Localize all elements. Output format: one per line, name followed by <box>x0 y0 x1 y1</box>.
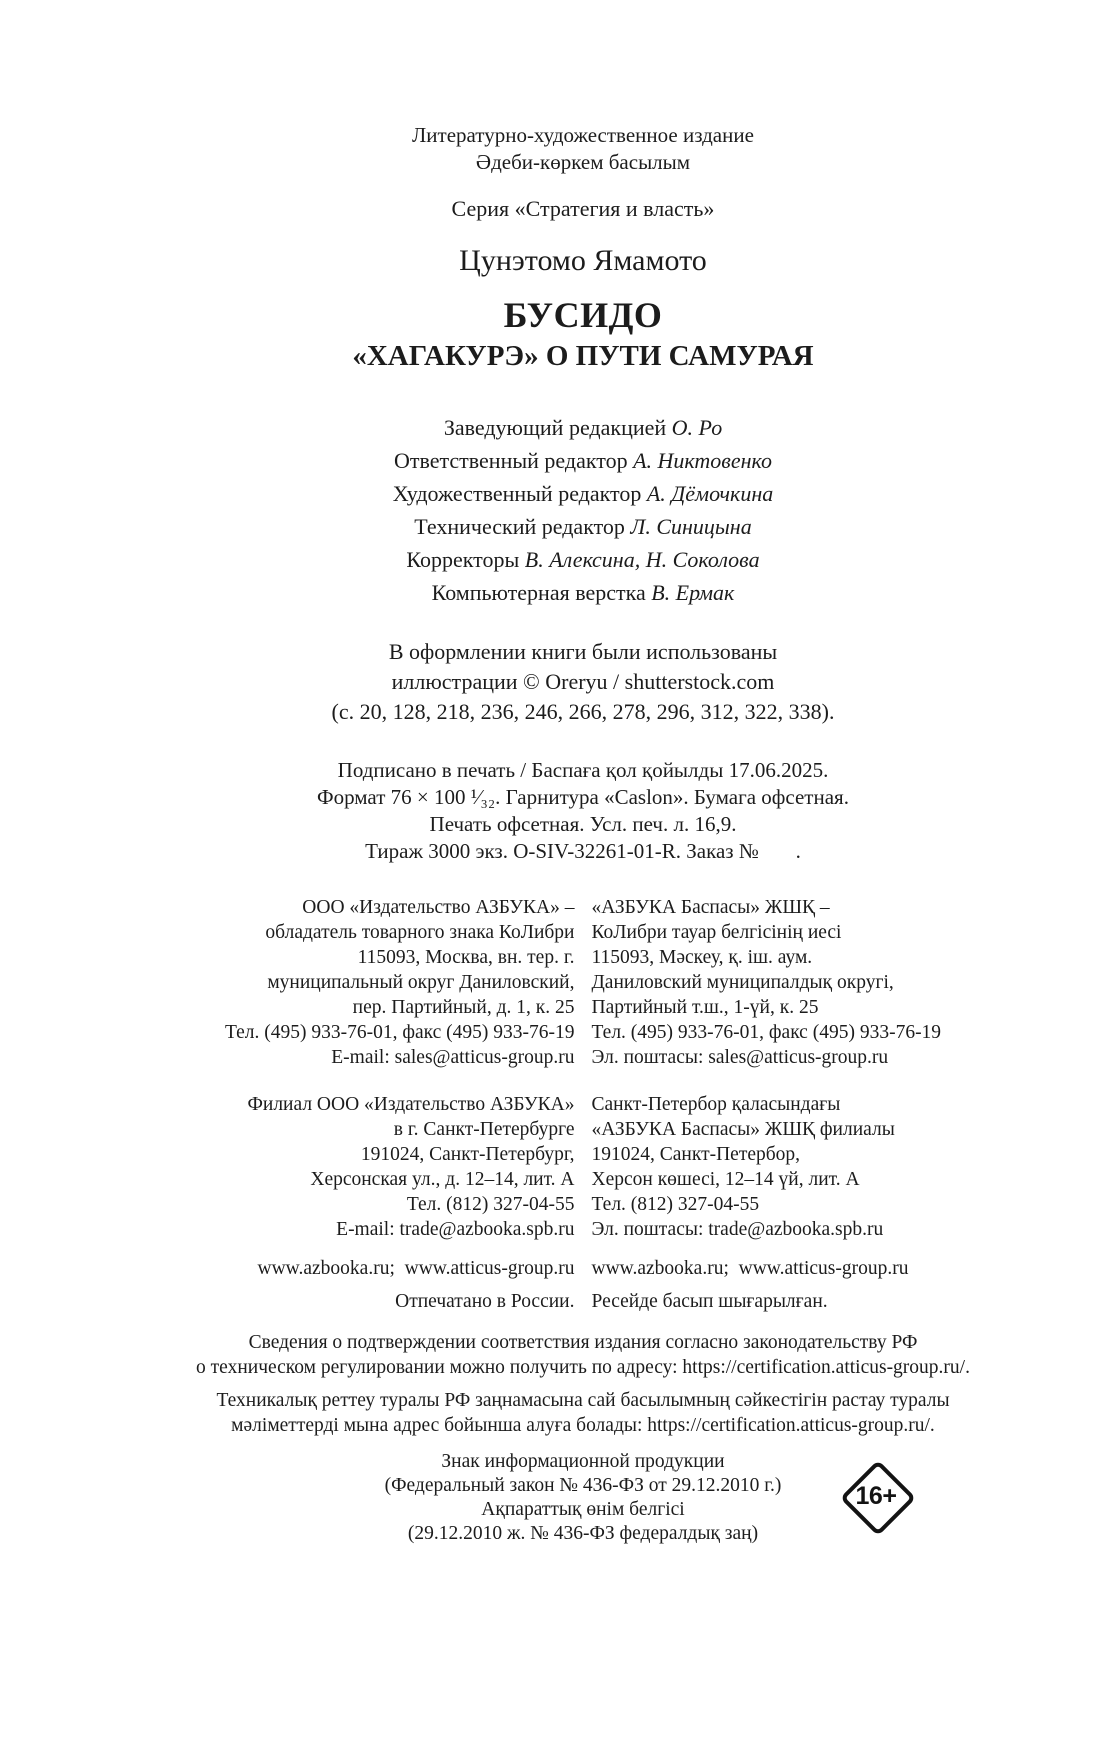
staff-role: Заведующий редакцией <box>443 415 672 440</box>
staff-line <box>66 411 1100 444</box>
age-info-line: (29.12.2010 ж. № 436-ФЗ федералдық заң) <box>407 1523 759 1544</box>
printed-in-kz: Ресейде басып шығарылған. <box>591 1291 828 1312</box>
publisher-line: КоЛибри тауар белгісінің иесі <box>591 922 842 943</box>
publisher-email: E-mail: trade@azbooka.spb.ru <box>336 1219 575 1240</box>
age-info-block <box>66 1450 1100 1546</box>
publisher-line: обладатель товарного знака КоЛибри <box>265 922 575 943</box>
publisher-spb-ru <box>105 1092 575 1242</box>
age-info-line: Ақпараттық өнім белгісі <box>481 1499 685 1520</box>
publisher-email: Эл. поштасы: trade@azbooka.spb.ru <box>591 1219 884 1240</box>
publisher-line: 115093, Москва, вн. тер. г. <box>357 947 575 968</box>
edition-type-block <box>66 122 1100 176</box>
publisher-line: Филиал ООО «Издательство АЗБУКА» <box>247 1094 575 1115</box>
websites-row <box>66 1256 1100 1281</box>
staff-person: А. Дёмочкина <box>646 481 774 506</box>
staff-person: О. Ро <box>671 415 723 440</box>
staff-line <box>66 543 1100 576</box>
publisher-line: в г. Санкт-Петербурге <box>393 1119 575 1140</box>
age-rating-label: 16+ <box>855 1481 897 1510</box>
certification-kz-line: мәліметтерді мына адрес бойынша алуға болады: https://certification.atticus-group.ru/. <box>231 1415 935 1436</box>
edition-type-kz: Әдеби-көркем басылым <box>475 150 691 174</box>
publisher-line: Партийный т.ш., 1-үй, к. 25 <box>591 997 819 1018</box>
colophon-content <box>66 0 1100 1546</box>
book-title: БУСИДО <box>503 295 663 335</box>
print-info-line: Печать офсетная. Усл. печ. л. 16,9. <box>429 812 737 836</box>
publisher-line: Херсонская ул., д. 12–14, лит. А <box>310 1169 575 1190</box>
print-info-line: Тираж 3000 экз. O-SIV-32261-01-R. Заказ № . <box>365 839 801 863</box>
staff-person: А. Никтовенко <box>633 448 772 473</box>
print-info-block <box>66 757 1100 865</box>
illustration-credit-pages: (с. 20, 128, 218, 236, 246, 266, 278, 296, 312, 322, 338). <box>331 699 835 724</box>
publisher-line: 115093, Мәскеу, қ. іш. аум. <box>591 947 813 968</box>
staff-line <box>66 444 1100 477</box>
publisher-phone: Тел. (812) 327-04-55 <box>406 1194 575 1215</box>
staff-role: Компьютерная верстка <box>431 580 652 605</box>
book-subtitle: «ХАГАКУРЭ» О ПУТИ САМУРАЯ <box>352 340 814 372</box>
age-rating-badge <box>842 1462 910 1530</box>
publisher-line: «АЗБУКА Баспасы» ЖШҚ филиалы <box>591 1119 895 1140</box>
certification-ru <box>66 1330 1100 1380</box>
publisher-moscow-block <box>66 895 1100 1070</box>
publisher-line: Херсон көшесі, 12–14 үй, лит. А <box>591 1169 860 1190</box>
staff-line <box>66 576 1100 609</box>
staff-block <box>66 411 1100 609</box>
illustration-credit-line: иллюстрации © Oreryu / shutterstock.com <box>391 669 775 694</box>
certification-kz <box>66 1388 1100 1438</box>
staff-person: В. Ермак <box>651 580 735 605</box>
publisher-line: 191024, Санкт-Петербор, <box>591 1144 801 1165</box>
publisher-phone: Тел. (495) 933-76-01, факс (495) 933-76-19 <box>591 1022 942 1043</box>
illustration-credit-block <box>66 637 1100 727</box>
certification-kz-line: Техникалық реттеу туралы РФ заңнамасына сай басылымның сәйкестігін растау туралы <box>216 1390 950 1411</box>
staff-role: Технический редактор <box>414 514 631 539</box>
publisher-spb-block <box>66 1092 1100 1242</box>
age-info-line: (Федеральный закон № 436-ФЗ от 29.12.2010 г.) <box>384 1475 782 1496</box>
print-info-line: Формат 76 × 100 ¹⁄₃₂. Гарнитура «Caslon». Бумага офсетная. <box>317 785 849 809</box>
publisher-line: муниципальный округ Даниловский, <box>267 972 575 993</box>
publisher-line: Даниловский муниципалдық округі, <box>591 972 894 993</box>
staff-role: Художественный редактор <box>392 481 647 506</box>
publisher-moscow-ru <box>105 895 575 1070</box>
publisher-line: «АЗБУКА Баспасы» ЖШҚ – <box>591 897 830 918</box>
publisher-phone: Тел. (812) 327-04-55 <box>591 1194 760 1215</box>
staff-line <box>66 477 1100 510</box>
publisher-moscow-kz <box>592 895 1062 1070</box>
publisher-line: ООО «Издательство АЗБУКА» – <box>302 897 575 918</box>
staff-person: В. Алексина, Н. Соколова <box>524 547 760 572</box>
age-info-line: Знак информационной продукции <box>441 1451 725 1472</box>
staff-role: Корректоры <box>406 547 525 572</box>
publisher-email: Эл. поштасы: sales@atticus-group.ru <box>591 1047 889 1068</box>
websites-ru: www.azbooka.ru; www.atticus-group.ru <box>257 1258 575 1279</box>
publisher-email: E-mail: sales@atticus-group.ru <box>331 1047 575 1068</box>
author-name: Цунэтомо Ямамото <box>459 244 707 277</box>
edition-type-ru: Литературно-художественное издание <box>412 123 754 147</box>
certification-ru-line: о техническом регулировании можно получить по адресу: https://certification.atticus-group.ru/. <box>196 1357 970 1378</box>
printed-in-ru: Отпечатано в России. <box>395 1291 575 1312</box>
publisher-line: пер. Партийный, д. 1, к. 25 <box>352 997 575 1018</box>
print-info-line: Подписано в печать / Баспаға қол қойылды 17.06.2025. <box>337 758 829 782</box>
publisher-spb-kz <box>592 1092 1062 1242</box>
certification-ru-line: Сведения о подтверждении соответствия издания согласно законодательству РФ <box>248 1332 918 1353</box>
staff-role: Ответственный редактор <box>394 448 634 473</box>
staff-line <box>66 510 1100 543</box>
series-label: Серия «Стратегия и власть» <box>451 196 715 221</box>
illustration-credit-line: В оформлении книги были использованы <box>388 639 778 664</box>
printed-in-row <box>66 1289 1100 1314</box>
publisher-line: 191024, Санкт-Петербург, <box>360 1144 575 1165</box>
publisher-phone: Тел. (495) 933-76-01, факс (495) 933-76-19 <box>224 1022 575 1043</box>
staff-person: Л. Синицына <box>630 514 752 539</box>
websites-kz: www.azbooka.ru; www.atticus-group.ru <box>591 1258 909 1279</box>
publisher-line: Санкт-Петербор қаласындағы <box>591 1094 841 1115</box>
